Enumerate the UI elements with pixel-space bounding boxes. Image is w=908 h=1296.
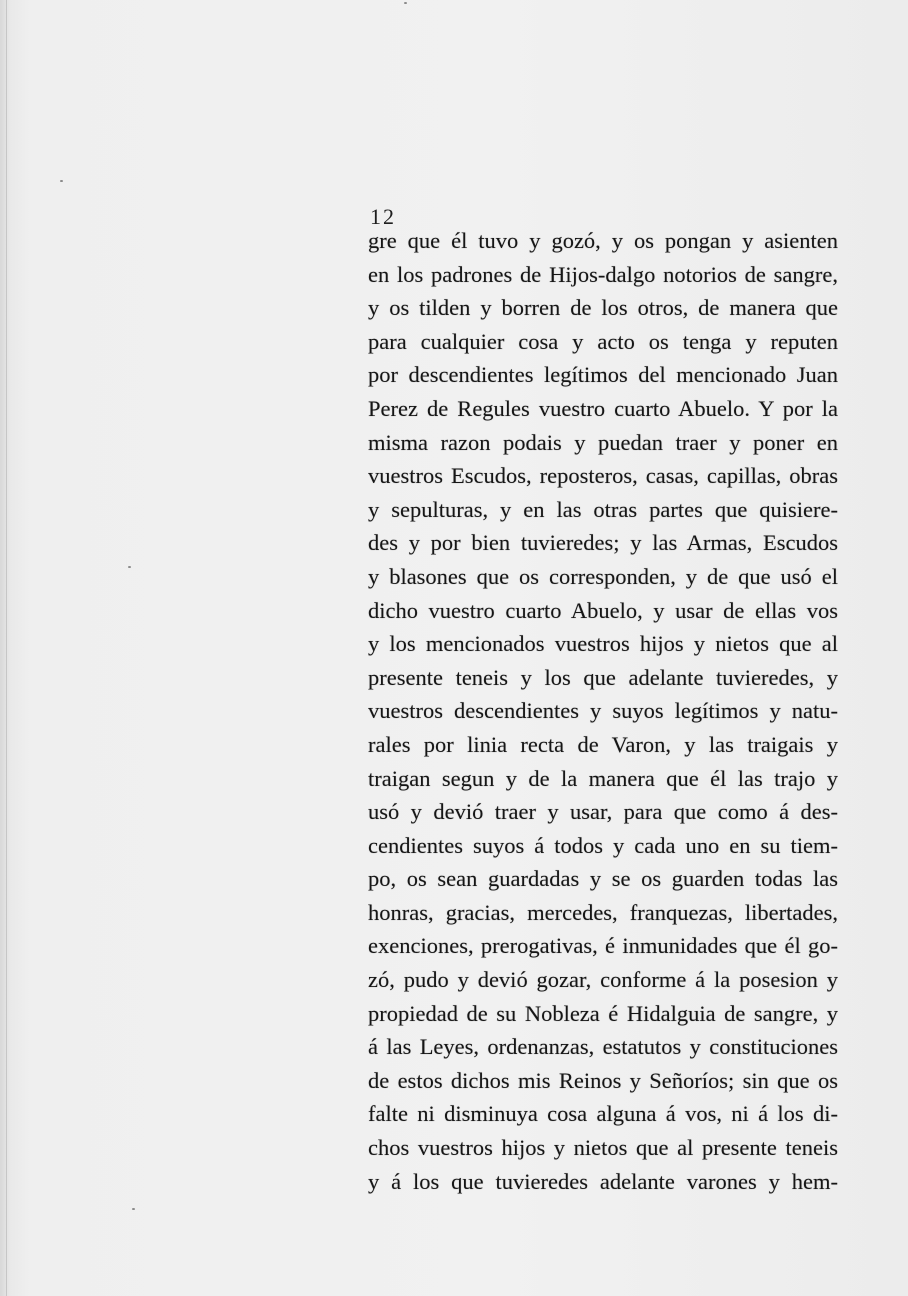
text-line: para cualquier cosa y acto os tenga y reputen bbox=[368, 328, 838, 354]
text-line: vuestros descendientes y suyos legítimos y natu- bbox=[368, 698, 838, 724]
text-line: y blasones que os corresponden, y de que usó el bbox=[368, 563, 838, 589]
paper-speck bbox=[60, 180, 63, 182]
paper-speck bbox=[128, 566, 131, 568]
text-line: honras, gracias, mercedes, franquezas, libertades, bbox=[368, 899, 838, 925]
text-line: vuestros Escudos, reposteros, casas, capillas, obras bbox=[368, 463, 838, 489]
text-line: y á los que tuvieredes adelante varones y hem- bbox=[368, 1168, 838, 1194]
text-line: des y por bien tuvieredes; y las Armas, Escudos bbox=[368, 530, 838, 556]
text-line: y los mencionados vuestros hijos y nietos que al bbox=[368, 631, 838, 657]
body-text bbox=[368, 224, 838, 1198]
page-number: 12 bbox=[370, 204, 396, 229]
page-edge-shadow bbox=[6, 0, 7, 1296]
text-line: traigan segun y de la manera que él las trajo y bbox=[368, 765, 838, 791]
text-line: po, os sean guardadas y se os guarden todas las bbox=[368, 866, 838, 892]
text-line: gre que él tuvo y gozó, y os pongan y asienten bbox=[368, 228, 838, 253]
paper-speck bbox=[404, 2, 407, 4]
text-line: rales por linia recta de Varon, y las traigais y bbox=[368, 731, 838, 757]
text-line: presente teneis y los que adelante tuvieredes, y bbox=[368, 664, 838, 690]
text-line: á las Leyes, ordenanzas, estatutos y constituciones bbox=[368, 1034, 838, 1060]
text-line: misma razon podais y puedan traer y poner en bbox=[368, 429, 838, 455]
text-line: cendientes suyos á todos y cada uno en su tiem- bbox=[368, 832, 838, 858]
text-line: falte ni disminuya cosa alguna á vos, ni á los di- bbox=[368, 1101, 838, 1127]
text-line: y sepulturas, y en las otras partes que quisiere- bbox=[368, 496, 838, 522]
text-line: propiedad de su Nobleza é Hidalguia de sangre, y bbox=[368, 1000, 838, 1026]
text-line: exenciones, prerogativas, é inmunidades que él go- bbox=[368, 933, 838, 959]
text-line: usó y devió traer y usar, para que como á des- bbox=[368, 799, 838, 825]
text-line: por descendientes legítimos del mencionado Juan bbox=[368, 362, 838, 388]
text-line: Perez de Regules vuestro cuarto Abuelo. Y por la bbox=[368, 395, 838, 421]
text-line: chos vuestros hijos y nietos que al presente teneis bbox=[368, 1135, 838, 1161]
text-line: dicho vuestro cuarto Abuelo, y usar de ellas vos bbox=[368, 597, 838, 623]
paper-speck bbox=[132, 1208, 135, 1210]
text-line: y os tilden y borren de los otros, de manera que bbox=[368, 295, 838, 321]
text-line: zó, pudo y devió gozar, conforme á la posesion y bbox=[368, 967, 838, 993]
text-line: en los padrones de Hijos-dalgo notorios de sangre, bbox=[368, 261, 838, 287]
text-line: de estos dichos mis Reinos y Señoríos; sin que os bbox=[368, 1067, 838, 1093]
